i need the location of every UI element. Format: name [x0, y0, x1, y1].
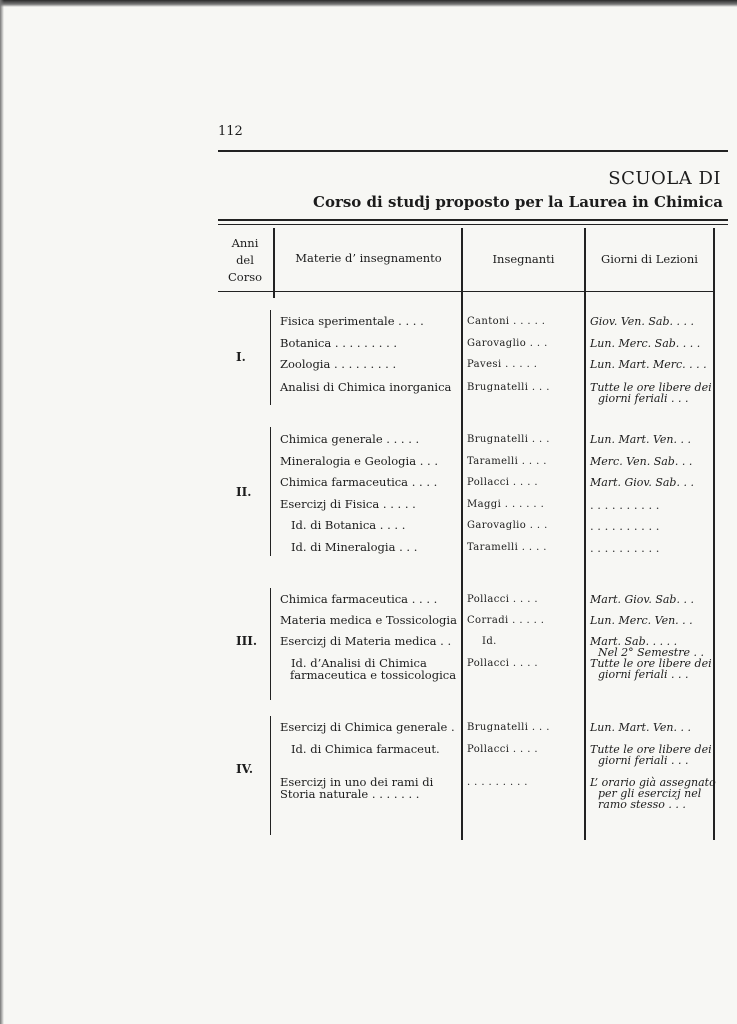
year-brace [270, 716, 277, 835]
days-cell: . . . . . . . . . . [590, 498, 660, 512]
days-cell: giorni feriali . . . [598, 754, 689, 767]
teacher-cell: Brugnatelli . . . [467, 722, 550, 733]
subject-cell: Botanica . . . . . . . . . [280, 336, 398, 350]
days-cell: giorni feriali . . . [598, 668, 689, 681]
subject-cell: Id. d’Analisi di Chimica [291, 656, 427, 670]
days-cell: L’ orario già assegnato [590, 776, 716, 789]
days-cell: Tutte le ore libere dei [590, 657, 712, 670]
subject-cell: Chimica farmaceutica . . . . [280, 592, 438, 606]
subject-cell: Materia medica e Tossicologia [280, 613, 457, 627]
subject-cell: Fisica sperimentale . . . . [280, 314, 424, 328]
teacher-cell: Brugnatelli . . . [467, 434, 550, 445]
year-label: I. [236, 350, 246, 364]
subject-cell: Zoologia . . . . . . . . . [280, 357, 397, 371]
subject-cell: Id. di Mineralogia . . . [291, 540, 418, 554]
subject-cell: Mineralogia e Geologia . . . [280, 454, 438, 468]
days-cell: Tutte le ore libere dei [590, 381, 712, 394]
days-cell: Lun. Merc. Ven. . . [590, 614, 693, 627]
subject-cell: Storia naturale . . . . . . . [280, 787, 420, 801]
days-cell: Mart. Giov. Sab. . . [590, 593, 694, 606]
subject-cell: Analisi di Chimica inorganica [280, 380, 452, 394]
year-label: III. [236, 634, 258, 648]
page-edge-shadow-top [0, 0, 737, 7]
teacher-cell: Pollacci . . . . [467, 594, 538, 605]
year-label: IV. [236, 762, 254, 776]
header-teacher: Insegnanti [492, 252, 555, 266]
year-brace [270, 310, 277, 405]
days-cell: Nel 2° Semestre . . [598, 646, 704, 659]
subject-cell: Esercizj di Fisica . . . . . [280, 497, 416, 511]
days-cell: . . . . . . . . . . [590, 519, 660, 533]
column-divider-1 [273, 228, 275, 298]
header-rule [218, 150, 728, 152]
teacher-cell: Pollacci . . . . [467, 744, 538, 755]
year-brace [270, 427, 277, 556]
page-number: 112 [218, 124, 243, 139]
header-days: Giorni di Lezioni [601, 252, 698, 266]
days-cell: . . . . . . . . . . [590, 541, 660, 555]
course-subtitle: Corso di studj proposto per la Laurea in Chimica [313, 193, 723, 211]
days-cell: Giov. Ven. Sab. . . . [590, 315, 694, 328]
table-header-rule [218, 291, 713, 292]
days-cell: Lun. Merc. Sab. . . . [590, 337, 701, 350]
subject-cell: Chimica farmaceutica . . . . [280, 475, 438, 489]
teacher-cell: Pollacci . . . . [467, 477, 538, 488]
table-top-rule [218, 219, 728, 221]
subject-cell: Id. di Botanica . . . . [291, 518, 406, 532]
subject-cell: farmaceutica e tossicologica [290, 668, 457, 682]
column-divider-2 [461, 228, 463, 840]
teacher-cell: Id. [482, 636, 497, 647]
days-cell: Mart. Sab. . . . . [590, 635, 678, 648]
teacher-cell: Garovaglio . . . [467, 520, 548, 531]
table-top-rule-thin [218, 224, 728, 225]
teacher-cell: Pavesi . . . . . [467, 359, 538, 370]
year-brace [270, 588, 277, 700]
days-cell: Lun. Mart. Ven. . . [590, 433, 691, 446]
school-heading: SCUOLA DI [608, 168, 721, 189]
subject-cell: Esercizj di Materia medica . . [280, 634, 452, 648]
year-label: II. [236, 485, 252, 499]
days-cell: Lun. Mart. Merc. . . . [590, 358, 707, 371]
days-cell: per gli esercizj nel [598, 787, 702, 800]
days-cell: Lun. Mart. Ven. . . [590, 721, 691, 734]
teacher-cell: Garovaglio . . . [467, 338, 548, 349]
teacher-cell: Taramelli . . . . [467, 456, 547, 467]
header-subject: Materie d’ insegnamento [295, 251, 442, 265]
teacher-cell: Cantoni . . . . . [467, 316, 546, 327]
teacher-cell: Corradi . . . . . [467, 615, 545, 626]
teacher-cell: Taramelli . . . . [467, 542, 547, 553]
header-year: Anni del Corso [227, 236, 263, 284]
column-divider-3 [584, 228, 586, 840]
subject-cell: Chimica generale . . . . . [280, 432, 420, 446]
days-cell: ramo stesso . . . [598, 798, 686, 811]
teacher-cell: Pollacci . . . . [467, 658, 538, 669]
subject-cell: Id. di Chimica farmaceut. [291, 742, 440, 756]
days-cell: giorni feriali . . . [598, 392, 689, 405]
column-divider-4 [713, 228, 715, 840]
days-cell: Mart. Giov. Sab. . . [590, 476, 694, 489]
page-edge-shadow-left [0, 0, 4, 1024]
subject-cell: Esercizj in uno dei rami di [280, 775, 434, 789]
subject-cell: Esercizj di Chimica generale . [280, 720, 455, 734]
days-cell: Tutte le ore libere dei [590, 743, 712, 756]
teacher-cell: . . . . . . . . . [467, 777, 528, 788]
teacher-cell: Brugnatelli . . . [467, 382, 550, 393]
days-cell: Merc. Ven. Sab. . . [590, 455, 693, 468]
teacher-cell: Maggi . . . . . . [467, 499, 545, 510]
